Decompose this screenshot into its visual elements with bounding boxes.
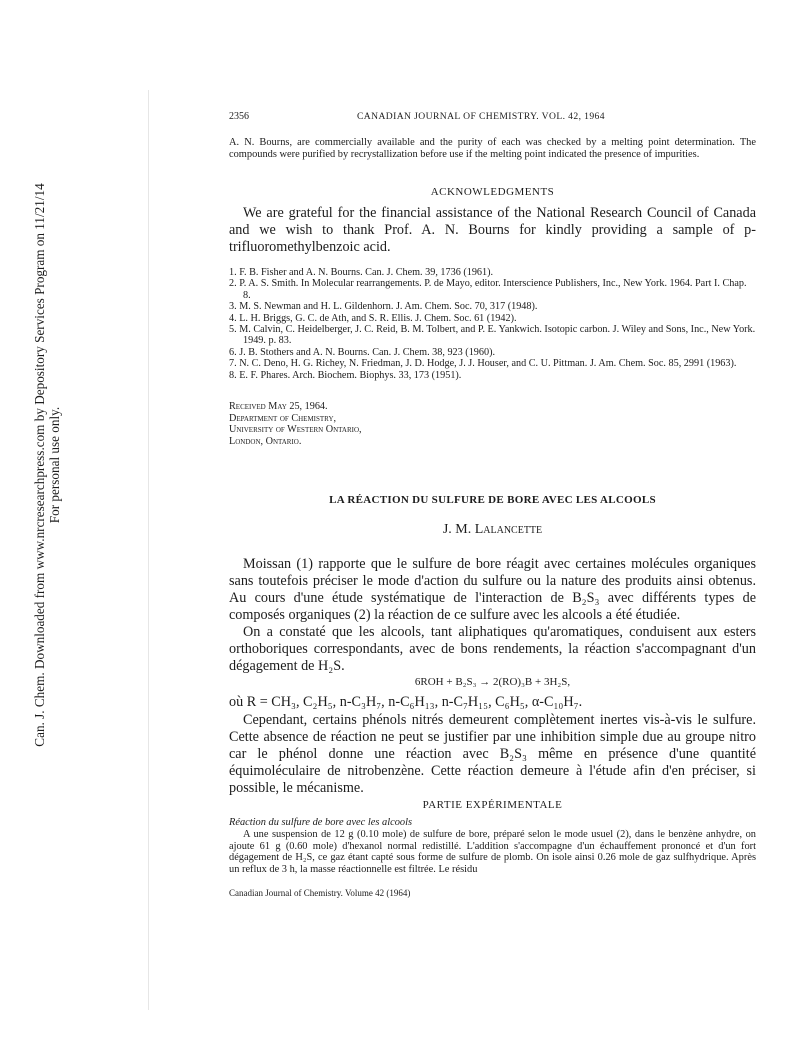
watermark-line-2: For personal use only. [47,406,62,524]
article-author: J. M. Lalancette [442,522,543,537]
journal-header: CANADIAN JOURNAL OF CHEMISTRY. VOL. 42, 1964 [357,111,605,122]
journal-footer: Canadian Journal of Chemistry. Volume 42 (1964) [229,888,411,898]
acknowledgments-text: We are grateful for the financial assistance of the National Research Council of Canada and we wish to thank Prof. A. N. Bourns for kindly providing a sample of p-trifluoromethylbenzoic acid. [229,205,756,255]
page-edge [148,90,149,1010]
acknowledgments-heading: ACKNOWLEDGMENTS [430,186,555,198]
reference-item: 1. F. B. Fisher and A. N. Bourns. Can. J. Chem. 39, 1736 (1961). [229,267,494,278]
reference-item: 6. J. B. Stothers and A. N. Bourns. Can. J. Chem. 38, 923 (1960). [229,346,496,358]
reaction-equation: 6ROH + B₂S₃ → 2(RO)₃B + 3H₂S, [414,676,571,688]
running-header [229,111,756,125]
experimental-text: A une suspension de 12 g (0.10 mole) de sulfure de bore, préparé selon le mode usuel (2), dans le benzène anhydre, on ajoute 61 g (0.60 mole) d'hexanol normal redistillé. L'addition s'accompagne d'un échauffement prononcé et d'un fort dégagement de H₂S, ce gaz étant capté sous forme de sulfure de plomb. On isole ainsi 0.26 mole de gaz sulfhydrique. Après un reflux de 3 h, la masse réactionnelle est filtrée. Le résidu [229,829,756,875]
page-number: 2356 [229,111,249,122]
intro-paragraph: A. N. Bourns, are commercially available and the purity of each was checked by a melting point determination. The compounds were purified by recrystallization before use if the melting point indicated the presence of impurities. [229,137,756,160]
subsection-heading: Réaction du sulfure de bore avec les alcools [229,817,413,828]
received-date: Received May 25, 1964. [229,401,328,412]
reference-list [229,267,756,381]
article-para-1: Moissan (1) rapporte que le sulfure de bore réagit avec certaines molécules organiques sans toutefois préciser le mode d'action du sulfure ou la nature des produits ainsi obtenus. Au cours d'une étude systématique de l'interaction de B₂S₃ avec différents types de composés organiques (2) la réaction de ce sulfure avec les alcools a été étudiée. [229,556,756,623]
substituent-list: où R = CH₃, C₂H₅, n-C₃H₇, n-C₆H₁₃, n-C₇H₁₅, C₆H₅, α-C₁₀H₇. [229,694,583,710]
watermark-line-1: Can. J. Chem. Downloaded from www.nrcresearchpress.com by Depository Services Program on 11/21/14 [32,183,47,747]
affiliation-city: London, Ontario. [229,435,302,447]
reference-item: 3. M. S. Newman and H. L. Gildenhorn. J. Am. Chem. Soc. 70, 317 (1948). [229,301,538,313]
affiliation-dept: Department of Chemistry, [229,412,337,424]
article-title: LA RÉACTION DU SULFURE DE BORE AVEC LES ALCOOLS [329,494,656,506]
received-block [229,401,756,447]
reference-item: 4. L. H. Briggs, G. C. de Ath, and S. R. Ellis. J. Chem. Soc. 61 (1942). [229,312,517,324]
reference-item: 5. M. Calvin, C. Heidelberger, J. C. Reid, B. M. Tolbert, and P. E. Yankwich. Isotopic carbon. J. Wiley and Sons, Inc., New York. 1949. p. 83. [229,324,756,347]
affiliation-univ: University of Western Ontario, [229,424,362,435]
section-heading: PARTIE EXPÉRIMENTALE [422,799,563,811]
reference-item: 8. E. F. Phares. Arch. Biochem. Biophys. 33, 173 (1951). [229,369,462,381]
article-para-2: On a constaté que les alcools, tant aliphatiques qu'aromatiques, conduisent aux esters orthoboriques correspondants, avec de bons rendements, la réaction s'accompagnant d'un dégagement de H₂S. [229,624,756,674]
download-watermark [0,0,60,1051]
reference-item: 2. P. A. S. Smith. In Molecular rearrangements. P. de Mayo, editor. Interscience Publishers, Inc., New York. 1964. Part I. Chap. 8. [229,278,747,301]
reference-item: 7. N. C. Deno, H. G. Richey, N. Friedman, J. D. Hodge, J. J. Houser, and C. U. Pittman. J. Am. Chem. Soc. 85, 2991 (1963). [229,358,737,370]
article-para-3: Cependant, certains phénols nitrés demeurent complètement inertes vis-à-vis le sulfure. Cette absence de réaction ne peut se justifier par une inhibition simple due au groupe nitro car le phénol donne une réaction avec B₂S₃ même en présence d'une quantité équimoléculaire de nitrobenzène. Cette réaction demeure à l'étude afin d'en préciser, si possible, le mécanisme. [229,712,756,796]
